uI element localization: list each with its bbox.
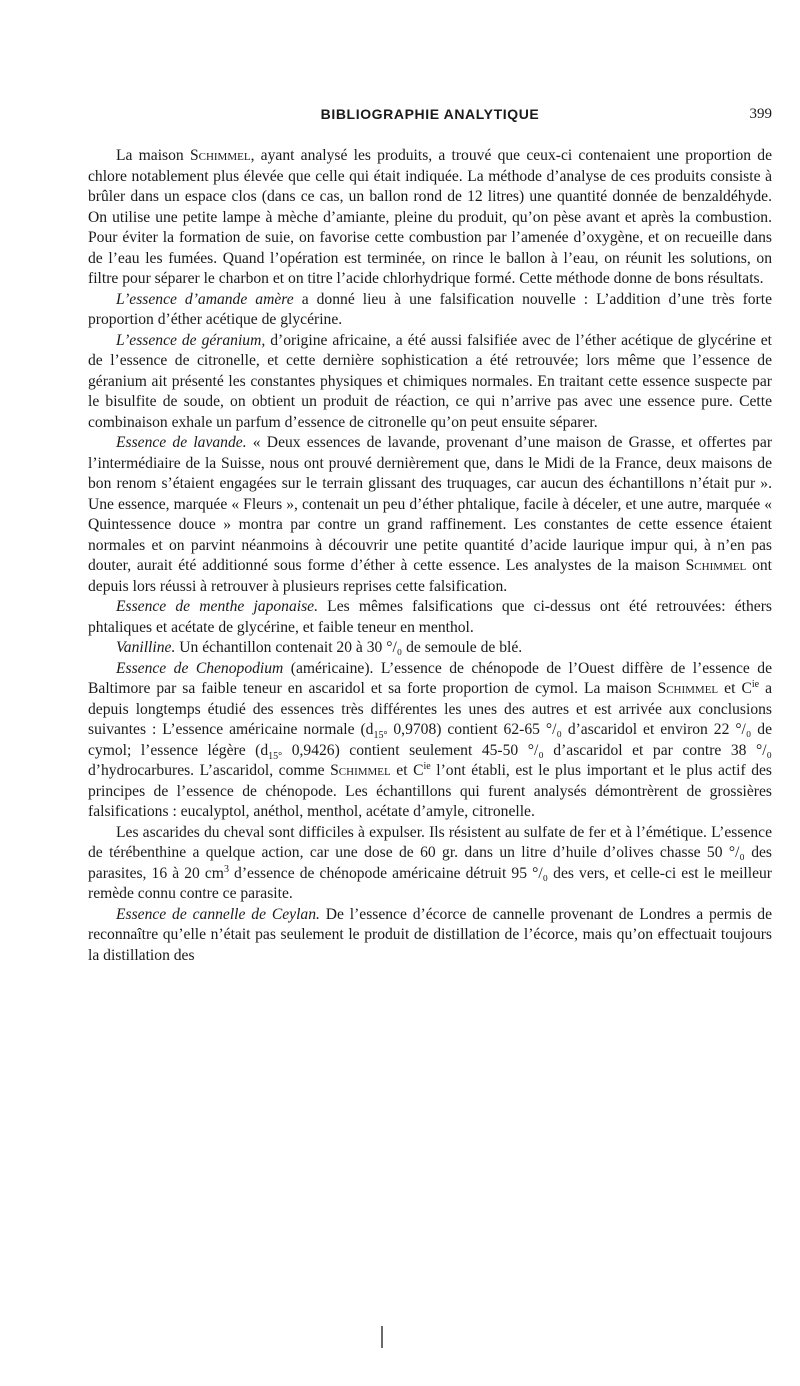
paragraph-cannelle: Essence de cannelle de Ceylan. De l’essence d’écorce de cannelle provenant de Londres a permis de reconnaître qu’elle n’était pas seulement le produit de distillation de l’écorce, mais qu’on effectuait toujours la distillation des [88,905,772,964]
running-title: BIBLIOGRAPHIE ANALYTIQUE [320,106,540,122]
running-header [88,106,772,130]
paragraph-chenopodium: Essence de Chenopodium (américaine). L’essence de chénopode de l’Ouest diffère de l’essence de Baltimore par sa faible teneur en ascaridol et sa forte proportion de cymol. La maison Schimmel et $C^{ie}$ a depuis longtemps étudié des essences très différentes les unes des autres et est arrivée aux conclusions suivantes : L’essence américaine normale ($d_{15^\circ}$ 0,9708) contient 62-65 °/₀ d’ascaridol et environ 22 °/₀ de cymol; l’essence légère ($d_{15^\circ}$ 0,9426) contient seulement 45-50 °/₀ d’ascaridol et par contre 38 °/₀ d’hydrocarbures. L’ascaridol, comme Schimmel et $C^{ie}$ l’ont établi, est le plus important et le plus actif des principes de l’essence de chénopode. Les échantillons qui furent analysés démontrèrent de grossières falsifications : eucalyptol, anéthol, menthol, acétate d’amyle, citronelle. [88,659,772,820]
section-title-menthe: Essence de menthe japonaise. [116,598,318,615]
paragraph-amande: L’essence d’amande amère a donné lieu à une falsification nouvelle : L’addition d’une très forte proportion d’éther acétique de glycérine. [88,290,773,328]
paragraph-vanilline: Vanilline. Un échantillon contenait 20 à 30 °/₀ de semoule de blé. [116,639,523,656]
paragraph-ascarides: Les ascarides du cheval sont difficiles à expulser. Ils résistent au sulfate de fer et à l’émétique. L’essence de térébenthine a quelque action, car une dose de 60 gr. dans un litre d’huile d’olives chasse 50 °/₀ des parasites, 16 à 20 $cm^3$ d’essence de chénopode américaine détruit 95 °/₀ des vers, et celle-ci est le meilleur remède connu contre ce parasite. [88,823,772,902]
paragraph-menthe: Essence de menthe japonaise. Les mêmes falsifications que ci-dessus ont été retrouvées: éthers phtaliques et acétate de glycérine, et faible teneur en menthol. [88,598,772,636]
scan-mark [381,1326,383,1348]
section-title-vanilline: Vanilline. [116,639,176,656]
section-title-amande: L’essence d’amande amère [116,290,294,308]
author-name: Schimmel [657,680,719,697]
author-name: Schimmel [685,557,747,574]
paragraph-chlore: La maison Schimmel, ayant analysé les produits, a trouvé que ceux-ci contenaient une proportion de chlore notablement plus élevée que celle qui était indiquée. La méthode d’analyse de ces produits consiste à brûler dans un espace clos (dans ce cas, un ballon rond de 12 litres) une quantité donnée de benzaldéhyde. On utilise une petite lampe à mèche d’amiante, pleine du produit, qu’on pèse avant et après la combustion. Pour éviter la formation de suie, on favorise cette combustion par l’amenée d’oxygène, et on recueille dans de l’eau les fumées. Quand l’opération est terminée, on rince le ballon à l’eau, on réunit les solutions, on filtre pour séparer le charbon et on titre l’acide chlorhydrique formé. Cette méthode donne de bons résultats. [88,147,772,287]
section-title-cannelle: Essence de cannelle de Ceylan. [116,905,320,923]
author-name: Schimmel [330,762,391,779]
author-name: Schimmel [189,147,251,164]
paragraph-geranium: L’essence de géranium, d’origine africaine, a été aussi falsifiée avec de l’éther acétique de glycérine et de l’essence de citronelle, et cette dernière sophistication a été retrouvée; lors même que l’essence de géranium ait présenté les constantes physiques et chimiques normales. En traitant cette essence suspecte par le bisulfite de soude, on obtient un produit de réaction, ce qui n’arrive pas avec une essence pure. Cette combinaison exhale un parfum d’essence de citronelle qu’on peut ensuite séparer. [88,331,773,431]
article-body [88,146,772,966]
section-title-lavande: Essence de lavande. [116,434,247,451]
paragraph-lavande: Essence de lavande. « Deux essences de lavande, provenant d’une maison de Grasse, et offertes par l’intermédiaire de la Suisse, nous ont prouvé dernièrement que, dans le Midi de la France, deux maisons de bon renom s’étaient engagées sur le terrain glissant des truquages, car aucun des échantillons n’était pur ». Une essence, marquée « Fleurs », contenait un peu d’éther phtalique, facile à déceler, et une autre, marquée « Quintessence douce » montra par contre un grand raffinement. Les constantes de cette essence étaient normales et on parvint néanmoins à découvrir une petite quantité d’acide laurique impur qui, à n’en pas douter, aurait été additionné sous forme d’éther à cette essence. Les analystes de la maison Schimmel ont depuis lors réussi à retrouver à plusieurs reprises cette falsification. [88,434,773,595]
page-number: 399 [749,106,772,122]
section-title-geranium: L’essence de géranium, [116,331,266,349]
section-title-chenopodium: Essence de Chenopodium [116,659,284,677]
